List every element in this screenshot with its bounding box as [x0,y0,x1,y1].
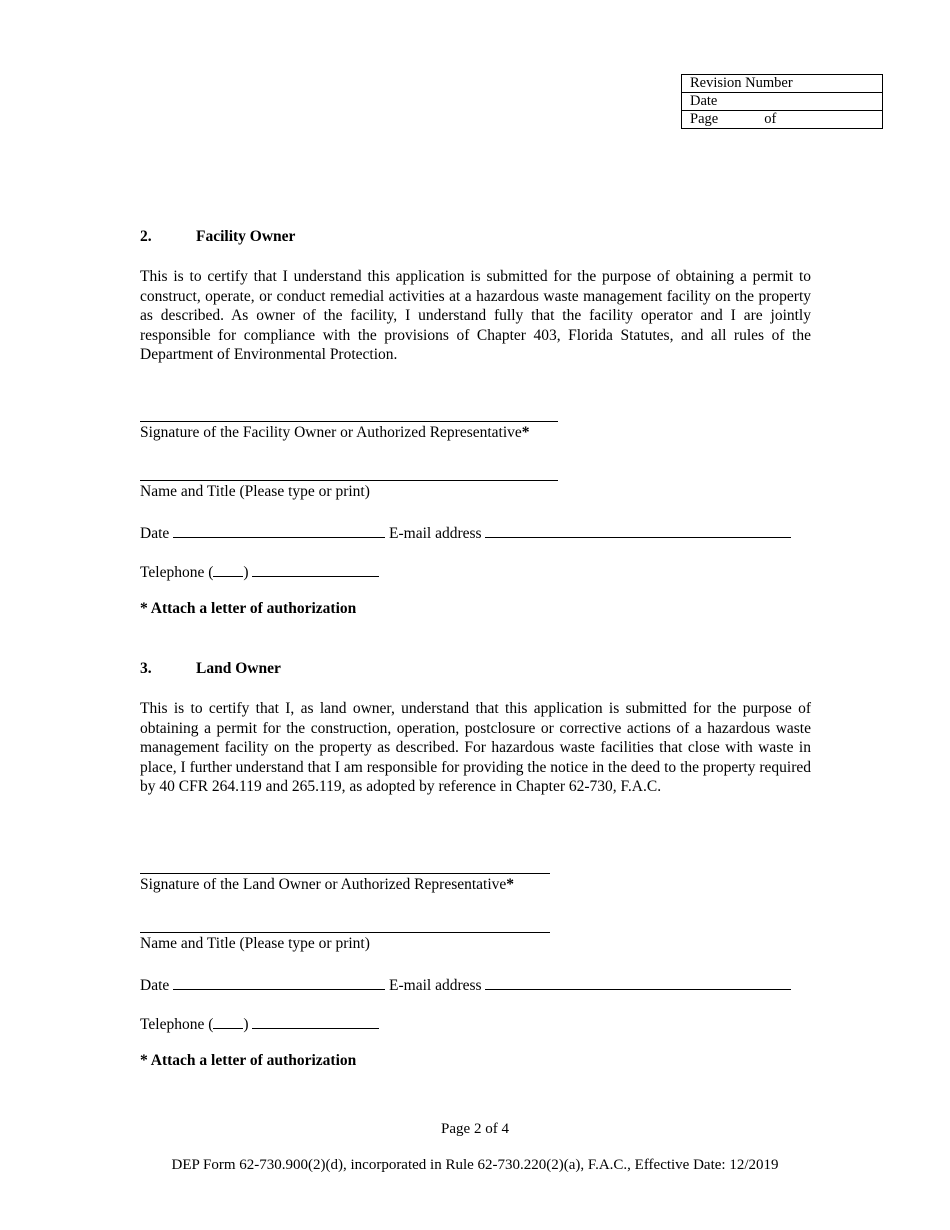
section2-telephone-paren: ) [243,564,249,581]
section3-heading [140,660,281,678]
section2-paragraph: This is to certify that I understand this application is submitted for the purpose of obtaining a permit to construct, operate, or conduct remedial activities at a hazardous waste management facility on the property as described. As owner of the facility, I understand fully that the facility operator and I are jointly responsible for compliance with the provisions of Chapter 403, Florida Statutes, and all rules of the Department of Environmental Protection. [140,268,811,364]
section2-date-email-row [140,522,791,543]
revision-date-label: Date [682,93,883,111]
section3-name-title-label: Name and Title (Please type or print) [140,935,370,952]
section2-signature-caption [140,424,530,442]
section2-date-field[interactable] [173,522,385,538]
section2-number: 2. [140,228,152,245]
section2-title: Facility Owner [196,228,296,245]
revision-number-label: Revision Number [682,75,883,93]
section3-telephone-field[interactable] [252,1013,379,1029]
section3-signature-line[interactable] [140,873,550,874]
section2-date-label: Date [140,525,170,542]
section3-number: 3. [140,660,152,677]
section2-telephone-label: Telephone ( [140,564,214,581]
revision-of-label: of [764,111,777,127]
section3-email-label: E-mail address [389,977,482,994]
section2-signature-asterisk: * [521,424,530,441]
section2-signature-label: Signature of the Facility Owner or Authorized Representative [140,424,522,441]
section2-email-field[interactable] [485,522,791,538]
section2-signature-line[interactable] [140,421,558,422]
section2-email-label: E-mail address [389,525,482,542]
revision-page-label: Page [690,111,719,127]
section3-telephone-row [140,1013,379,1034]
section2-name-title-line[interactable] [140,480,558,481]
section2-attach-note: * Attach a letter of authorization [140,600,357,617]
section3-email-field[interactable] [485,974,791,990]
revision-page-cell [682,111,883,129]
section3-title: Land Owner [196,660,281,677]
section3-paragraph: This is to certify that I, as land owner, understand that this application is submitted for the purpose of obtaining a permit for the construction, operation, postclosure or corrective actions of a hazardous waste management facility on the property as described. For hazardous waste facilities that close with waste in place, I further understand that I am responsible for providing the notice in the deed to the property required by 40 CFR 264.119 and 265.119, as adopted by reference in Chapter 62-730, F.A.C. [140,700,811,796]
section3-signature-label: Signature of the Land Owner or Authorized Representative [140,876,507,893]
section3-date-field[interactable] [173,974,385,990]
section2-name-title-label: Name and Title (Please type or print) [140,483,370,500]
section3-signature-caption [140,876,514,894]
section3-telephone-label: Telephone ( [140,1016,214,1033]
section3-attach-note: * Attach a letter of authorization [140,1052,357,1069]
revision-box [681,74,883,129]
page-indicator: Page 2 of 4 [441,1121,509,1137]
section3-date-email-row [140,974,791,995]
section2-telephone-row [140,561,379,582]
section2-area-code-field[interactable] [213,561,243,577]
section3-telephone-paren: ) [243,1016,249,1033]
section2-telephone-field[interactable] [252,561,379,577]
section3-signature-asterisk: * [506,876,515,893]
form-citation: DEP Form 62-730.900(2)(d), incorporated in Rule 62-730.220(2)(a), F.A.C., Effective Date: 12/2019 [171,1157,779,1173]
section3-name-title-line[interactable] [140,932,550,933]
section2-heading [140,228,295,246]
section3-date-label: Date [140,977,170,994]
section3-area-code-field[interactable] [213,1013,243,1029]
